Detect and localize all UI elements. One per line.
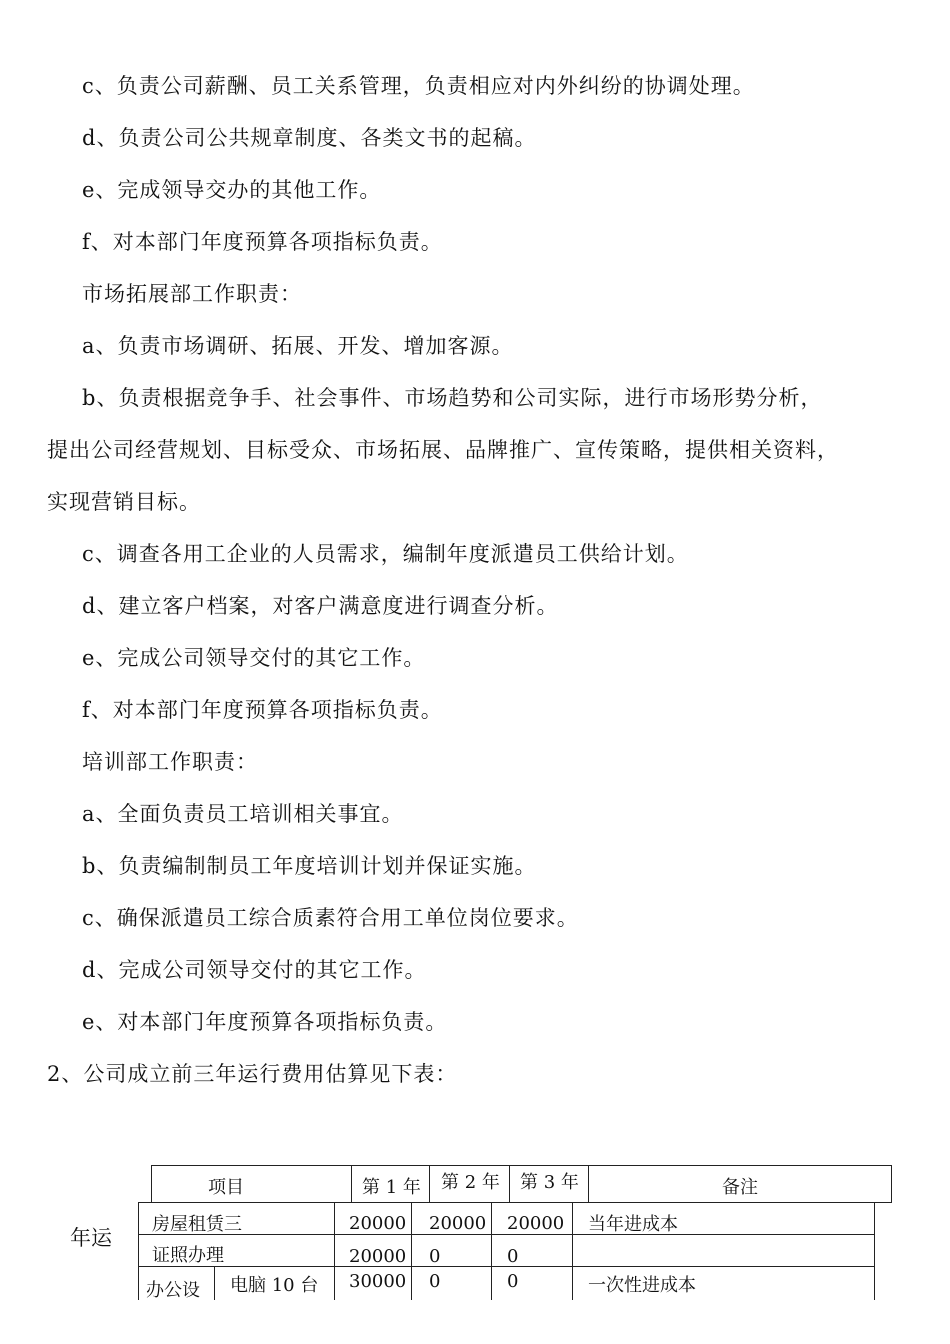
paragraph-line: d、完成公司领导交付的其它工作。 bbox=[82, 958, 427, 982]
paragraph-line: e、完成公司领导交付的其它工作。 bbox=[82, 646, 426, 670]
header-year3: 第 3 年 bbox=[520, 1172, 579, 1193]
header-year2: 第 2 年 bbox=[441, 1172, 500, 1193]
section-heading: 培训部工作职责： bbox=[82, 750, 258, 774]
row-note: 一次性进成本 bbox=[588, 1275, 696, 1296]
row-item: 证照办理 bbox=[152, 1245, 224, 1266]
paragraph-line: c、负责公司薪酬、员工关系管理，负责相应对内外纠纷的协调处理。 bbox=[82, 74, 755, 98]
paragraph-line: c、调查各用工企业的人员需求，编制年度派遣员工供给计划。 bbox=[82, 542, 689, 566]
table-side-label: 年运 bbox=[70, 1226, 112, 1250]
paragraph-line: d、负责公司公共规章制度、各类文书的起稿。 bbox=[82, 126, 537, 150]
header-year1: 第 1 年 bbox=[362, 1177, 421, 1198]
paragraph-line: f、对本部门年度预算各项指标负责。 bbox=[82, 698, 443, 722]
paragraph-line: a、全面负责员工培训相关事宜。 bbox=[82, 802, 404, 826]
section-heading: 2、公司成立前三年运行费用估算见下表： bbox=[47, 1062, 458, 1086]
row-item: 房屋租赁三 bbox=[152, 1214, 242, 1235]
paragraph-line: 提出公司经营规划、目标受众、市场拓展、品牌推广、宣传策略，提供相关资料， bbox=[47, 438, 839, 462]
paragraph-line: e、对本部门年度预算各项指标负责。 bbox=[82, 1010, 448, 1034]
row-year1: 20000 bbox=[349, 1246, 407, 1267]
paragraph-line: a、负责市场调研、拓展、开发、增加客源。 bbox=[82, 334, 514, 358]
row-year2: 0 bbox=[429, 1271, 441, 1292]
paragraph-line: e、完成领导交办的其他工作。 bbox=[82, 178, 382, 202]
row-subitem: 电脑 10 台 bbox=[230, 1275, 319, 1296]
row-year3: 0 bbox=[507, 1271, 519, 1292]
row-year1: 30000 bbox=[349, 1271, 407, 1292]
row-item: 办公设 bbox=[146, 1280, 200, 1301]
row-year2: 0 bbox=[429, 1246, 441, 1267]
paragraph-line: b、负责编制制员工年度培训计划并保证实施。 bbox=[82, 854, 537, 878]
paragraph-line: d、建立客户档案，对客户满意度进行调查分析。 bbox=[82, 594, 559, 618]
row-year1: 20000 bbox=[349, 1213, 407, 1234]
paragraph-line: c、确保派遣员工综合质素符合用工单位岗位要求。 bbox=[82, 906, 579, 930]
paragraph-line: 实现营销目标。 bbox=[47, 490, 201, 514]
row-year2: 20000 bbox=[429, 1213, 487, 1234]
header-note: 备注 bbox=[722, 1177, 758, 1198]
row-year3: 0 bbox=[507, 1246, 519, 1267]
paragraph-line: b、负责根据竞争手、社会事件、市场趋势和公司实际，进行市场形势分析， bbox=[82, 386, 823, 410]
paragraph-line: f、对本部门年度预算各项指标负责。 bbox=[82, 230, 443, 254]
section-heading: 市场拓展部工作职责： bbox=[82, 282, 302, 306]
row-year3: 20000 bbox=[507, 1213, 565, 1234]
row-note: 当年进成本 bbox=[588, 1214, 678, 1235]
header-item: 项目 bbox=[208, 1177, 244, 1198]
